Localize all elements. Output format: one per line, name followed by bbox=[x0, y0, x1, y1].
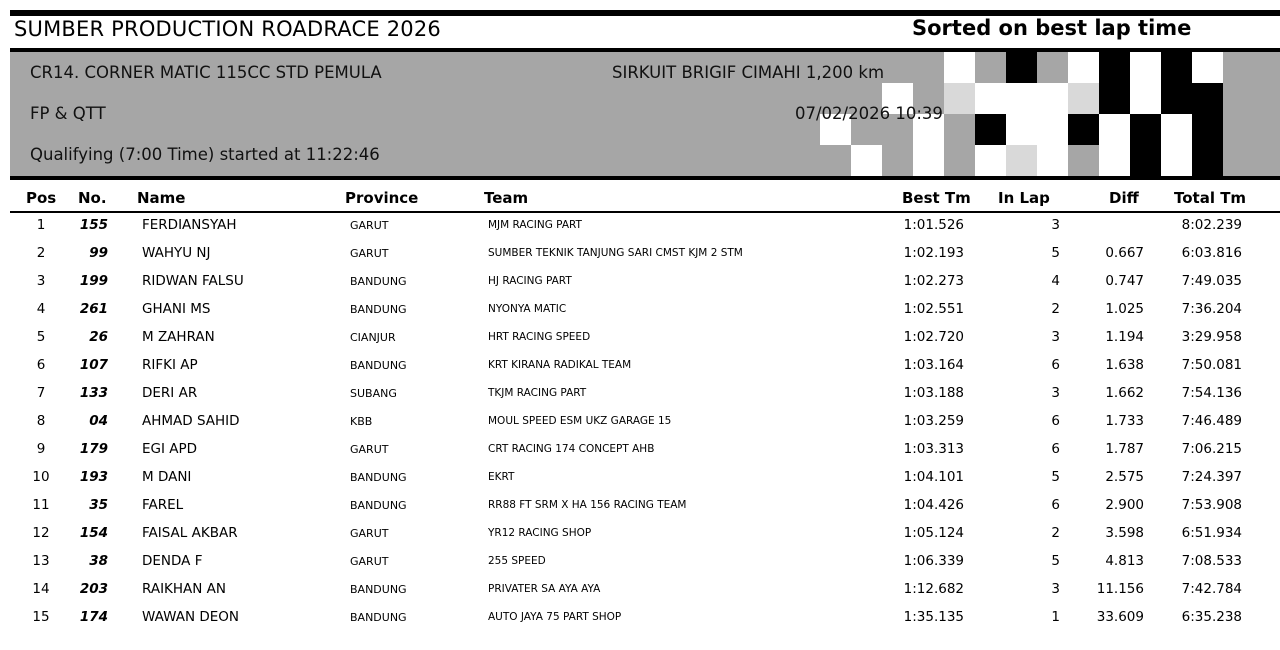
in-lap-cell: 6 bbox=[1051, 413, 1060, 429]
table-row bbox=[10, 408, 1280, 436]
flag-square bbox=[1099, 83, 1130, 114]
total-time-cell: 7:24.397 bbox=[1181, 469, 1242, 485]
number-cell: 261 bbox=[79, 301, 108, 317]
flag-square bbox=[1130, 52, 1161, 83]
pos-cell: 1 bbox=[36, 217, 46, 233]
province-cell: KBB bbox=[350, 415, 373, 428]
number-cell: 179 bbox=[79, 441, 108, 457]
flag-square bbox=[1037, 83, 1068, 114]
table-row bbox=[10, 548, 1280, 576]
in-lap-cell: 3 bbox=[1051, 329, 1060, 345]
table-row bbox=[10, 212, 1280, 240]
flag-square bbox=[1006, 114, 1037, 145]
best-time-cell: 1:03.188 bbox=[903, 385, 964, 401]
col-best: Best Tm bbox=[902, 189, 971, 207]
diff-cell: 0.747 bbox=[1105, 273, 1144, 289]
flag-square bbox=[1099, 52, 1130, 83]
total-time-cell: 8:02.239 bbox=[1181, 217, 1242, 233]
diff-cell: 3.598 bbox=[1105, 525, 1144, 541]
number-cell: 26 bbox=[89, 329, 108, 345]
name-cell: M DANI bbox=[142, 469, 192, 485]
in-lap-cell: 3 bbox=[1051, 217, 1060, 233]
province-cell: BANDUNG bbox=[350, 303, 407, 316]
province-cell: BANDUNG bbox=[350, 583, 407, 596]
circuit-name: SIRKUIT BRIGIF CIMAHI 1,200 km bbox=[612, 63, 885, 82]
diff-cell: 11.156 bbox=[1096, 581, 1144, 597]
diff-cell: 33.609 bbox=[1096, 609, 1144, 625]
pos-cell: 8 bbox=[36, 413, 46, 429]
best-time-cell: 1:02.273 bbox=[903, 273, 964, 289]
diff-cell: 2.575 bbox=[1105, 469, 1144, 485]
team-cell: 255 SPEED bbox=[488, 555, 546, 567]
flag-square bbox=[1068, 52, 1099, 83]
team-cell: NYONYA MATIC bbox=[488, 303, 567, 315]
province-cell: GARUT bbox=[350, 247, 389, 260]
table-row bbox=[10, 604, 1280, 632]
pos-cell: 10 bbox=[32, 469, 50, 485]
name-cell: RAIKHAN AN bbox=[142, 581, 227, 597]
col-diff: Diff bbox=[1109, 189, 1139, 207]
session-name: FP & QTT bbox=[30, 104, 106, 123]
in-lap-cell: 3 bbox=[1051, 581, 1060, 597]
col-total: Total Tm bbox=[1174, 189, 1247, 207]
flag-square bbox=[1037, 145, 1068, 176]
province-cell: GARUT bbox=[350, 527, 389, 540]
number-cell: 04 bbox=[89, 413, 108, 429]
flag-square bbox=[975, 83, 1006, 114]
number-cell: 174 bbox=[79, 609, 108, 625]
pos-cell: 3 bbox=[36, 273, 46, 289]
best-time-cell: 1:02.193 bbox=[903, 245, 964, 261]
number-cell: 133 bbox=[79, 385, 108, 401]
in-lap-cell: 1 bbox=[1051, 609, 1060, 625]
flag-square bbox=[1006, 83, 1037, 114]
total-time-cell: 6:51.934 bbox=[1181, 525, 1242, 541]
flag-square bbox=[944, 83, 975, 114]
pos-cell: 11 bbox=[32, 497, 50, 513]
col-pos: Pos bbox=[26, 189, 57, 207]
event-title: SUMBER PRODUCTION ROADRACE 2026 bbox=[14, 17, 441, 41]
flag-square bbox=[1037, 114, 1068, 145]
flag-square bbox=[1006, 145, 1037, 176]
best-time-cell: 1:03.259 bbox=[903, 413, 964, 429]
team-cell: YR12 RACING SHOP bbox=[488, 527, 592, 539]
province-cell: GARUT bbox=[350, 555, 389, 568]
team-cell: HJ RACING PART bbox=[488, 275, 572, 287]
best-time-cell: 1:02.720 bbox=[903, 329, 964, 345]
team-cell: MOUL SPEED ESM UKZ GARAGE 15 bbox=[488, 415, 672, 427]
info-band bbox=[10, 52, 1280, 177]
total-time-cell: 7:50.081 bbox=[1181, 357, 1242, 373]
table-row bbox=[10, 464, 1280, 492]
flag-square bbox=[1099, 145, 1130, 176]
diff-cell: 1.662 bbox=[1105, 385, 1144, 401]
flag-square bbox=[1130, 145, 1161, 176]
province-cell: CIANJUR bbox=[350, 331, 396, 344]
name-cell: FERDIANSYAH bbox=[142, 217, 237, 233]
best-time-cell: 1:01.526 bbox=[903, 217, 964, 233]
total-time-cell: 7:49.035 bbox=[1181, 273, 1242, 289]
name-cell: M ZAHRAN bbox=[142, 329, 215, 345]
pos-cell: 15 bbox=[32, 609, 50, 625]
diff-cell: 4.813 bbox=[1105, 553, 1144, 569]
class-name: CR14. CORNER MATIC 115CC STD PEMULA bbox=[30, 63, 382, 82]
in-lap-cell: 3 bbox=[1051, 385, 1060, 401]
province-cell: SUBANG bbox=[350, 387, 397, 400]
best-time-cell: 1:04.426 bbox=[903, 497, 964, 513]
flag-square bbox=[1130, 83, 1161, 114]
pos-cell: 14 bbox=[32, 581, 50, 597]
number-cell: 38 bbox=[89, 553, 108, 569]
name-cell: EGI APD bbox=[142, 441, 198, 457]
team-cell: MJM RACING PART bbox=[488, 219, 582, 231]
total-time-cell: 6:35.238 bbox=[1181, 609, 1242, 625]
flag-square bbox=[1006, 52, 1037, 83]
name-cell: AHMAD SAHID bbox=[142, 413, 240, 429]
number-cell: 107 bbox=[79, 357, 108, 373]
name-cell: WAHYU NJ bbox=[142, 245, 211, 261]
col-team: Team bbox=[484, 189, 529, 207]
in-lap-cell: 4 bbox=[1051, 273, 1060, 289]
diff-cell: 1.787 bbox=[1105, 441, 1144, 457]
pos-cell: 5 bbox=[36, 329, 46, 345]
col-no: No. bbox=[78, 189, 107, 207]
number-cell: 155 bbox=[79, 217, 108, 233]
in-lap-cell: 5 bbox=[1051, 245, 1060, 261]
flag-square bbox=[913, 145, 944, 176]
best-time-cell: 1:35.135 bbox=[903, 609, 964, 625]
pos-cell: 7 bbox=[36, 385, 46, 401]
results-table-body bbox=[10, 212, 1280, 632]
name-cell: RIDWAN FALSU bbox=[142, 273, 244, 289]
flag-square bbox=[1161, 114, 1192, 145]
flag-square bbox=[1099, 114, 1130, 145]
in-lap-cell: 6 bbox=[1051, 497, 1060, 513]
sort-note: Sorted on best lap time bbox=[912, 16, 1192, 40]
diff-cell: 2.900 bbox=[1105, 497, 1144, 513]
flag-square bbox=[1130, 114, 1161, 145]
team-cell: AUTO JAYA 75 PART SHOP bbox=[488, 611, 622, 623]
total-time-cell: 7:08.533 bbox=[1181, 553, 1242, 569]
diff-cell: 1.194 bbox=[1105, 329, 1144, 345]
province-cell: BANDUNG bbox=[350, 359, 407, 372]
best-time-cell: 1:05.124 bbox=[903, 525, 964, 541]
col-name: Name bbox=[137, 189, 186, 207]
team-cell: SUMBER TEKNIK TANJUNG SARI CMST KJM 2 STM bbox=[488, 247, 743, 259]
table-row bbox=[10, 492, 1280, 520]
pos-cell: 4 bbox=[36, 301, 46, 317]
total-time-cell: 7:54.136 bbox=[1181, 385, 1242, 401]
flag-square bbox=[1161, 52, 1192, 83]
number-cell: 35 bbox=[89, 497, 108, 513]
diff-cell: 1.638 bbox=[1105, 357, 1144, 373]
pos-cell: 12 bbox=[32, 525, 50, 541]
pos-cell: 13 bbox=[32, 553, 50, 569]
number-cell: 193 bbox=[79, 469, 108, 485]
flag-square bbox=[975, 145, 1006, 176]
session-datetime: 07/02/2026 10:39 bbox=[795, 104, 943, 123]
diff-cell: 0.667 bbox=[1105, 245, 1144, 261]
name-cell: GHANI MS bbox=[142, 301, 211, 317]
session-started: Qualifying (7:00 Time) started at 11:22:46 bbox=[30, 145, 380, 164]
flag-square bbox=[1192, 83, 1223, 114]
best-time-cell: 1:12.682 bbox=[903, 581, 964, 597]
total-time-cell: 7:46.489 bbox=[1181, 413, 1242, 429]
flag-square bbox=[975, 114, 1006, 145]
province-cell: GARUT bbox=[350, 443, 389, 456]
flag-square bbox=[1192, 145, 1223, 176]
diff-cell: 1.733 bbox=[1105, 413, 1144, 429]
table-row bbox=[10, 576, 1280, 604]
name-cell: FAREL bbox=[142, 497, 184, 513]
flag-square bbox=[944, 52, 975, 83]
team-cell: KRT KIRANA RADIKAL TEAM bbox=[488, 359, 632, 371]
total-time-cell: 7:06.215 bbox=[1181, 441, 1242, 457]
col-province: Province bbox=[345, 189, 419, 207]
in-lap-cell: 6 bbox=[1051, 441, 1060, 457]
diff-cell: 1.025 bbox=[1105, 301, 1144, 317]
in-lap-cell: 6 bbox=[1051, 357, 1060, 373]
number-cell: 154 bbox=[79, 525, 108, 541]
table-row bbox=[10, 268, 1280, 296]
flag-square bbox=[1068, 114, 1099, 145]
team-cell: EKRT bbox=[488, 471, 515, 483]
flag-square bbox=[851, 145, 882, 176]
team-cell: RR88 FT SRM X HA 156 RACING TEAM bbox=[488, 499, 687, 511]
table-row bbox=[10, 436, 1280, 464]
team-cell: PRIVATER SA AYA AYA bbox=[488, 583, 601, 595]
table-row bbox=[10, 380, 1280, 408]
name-cell: FAISAL AKBAR bbox=[142, 525, 238, 541]
flag-square bbox=[1068, 83, 1099, 114]
team-cell: CRT RACING 174 CONCEPT AHB bbox=[488, 443, 655, 455]
pos-cell: 6 bbox=[36, 357, 46, 373]
name-cell: DERI AR bbox=[142, 385, 198, 401]
best-time-cell: 1:03.164 bbox=[903, 357, 964, 373]
best-time-cell: 1:03.313 bbox=[903, 441, 964, 457]
number-cell: 203 bbox=[79, 581, 108, 597]
province-cell: GARUT bbox=[350, 219, 389, 232]
team-cell: HRT RACING SPEED bbox=[488, 331, 591, 343]
pos-cell: 2 bbox=[36, 245, 46, 261]
flag-square bbox=[1192, 114, 1223, 145]
team-cell: TKJM RACING PART bbox=[488, 387, 587, 399]
table-row bbox=[10, 352, 1280, 380]
table-row bbox=[10, 324, 1280, 352]
info-band-bottom-rule bbox=[10, 176, 1280, 180]
province-cell: BANDUNG bbox=[350, 611, 407, 624]
flag-square bbox=[1192, 52, 1223, 83]
number-cell: 99 bbox=[89, 245, 108, 261]
flag-square bbox=[1161, 83, 1192, 114]
total-time-cell: 7:36.204 bbox=[1181, 301, 1242, 317]
best-time-cell: 1:02.551 bbox=[903, 301, 964, 317]
flag-square bbox=[1161, 145, 1192, 176]
in-lap-cell: 2 bbox=[1051, 301, 1060, 317]
province-cell: BANDUNG bbox=[350, 275, 407, 288]
in-lap-cell: 5 bbox=[1051, 553, 1060, 569]
total-time-cell: 7:53.908 bbox=[1181, 497, 1242, 513]
in-lap-cell: 5 bbox=[1051, 469, 1060, 485]
total-time-cell: 3:29.958 bbox=[1181, 329, 1242, 345]
table-row bbox=[10, 240, 1280, 268]
province-cell: BANDUNG bbox=[350, 471, 407, 484]
table-row bbox=[10, 520, 1280, 548]
best-time-cell: 1:04.101 bbox=[903, 469, 964, 485]
name-cell: RIFKI AP bbox=[142, 357, 198, 373]
total-time-cell: 6:03.816 bbox=[1181, 245, 1242, 261]
results-table-header bbox=[10, 188, 1280, 212]
name-cell: DENDA F bbox=[142, 553, 203, 569]
table-row bbox=[10, 296, 1280, 324]
col-inlap: In Lap bbox=[998, 189, 1050, 207]
total-time-cell: 7:42.784 bbox=[1181, 581, 1242, 597]
in-lap-cell: 2 bbox=[1051, 525, 1060, 541]
province-cell: BANDUNG bbox=[350, 499, 407, 512]
number-cell: 199 bbox=[79, 273, 108, 289]
best-time-cell: 1:06.339 bbox=[903, 553, 964, 569]
name-cell: WAWAN DEON bbox=[142, 609, 239, 625]
pos-cell: 9 bbox=[36, 441, 46, 457]
